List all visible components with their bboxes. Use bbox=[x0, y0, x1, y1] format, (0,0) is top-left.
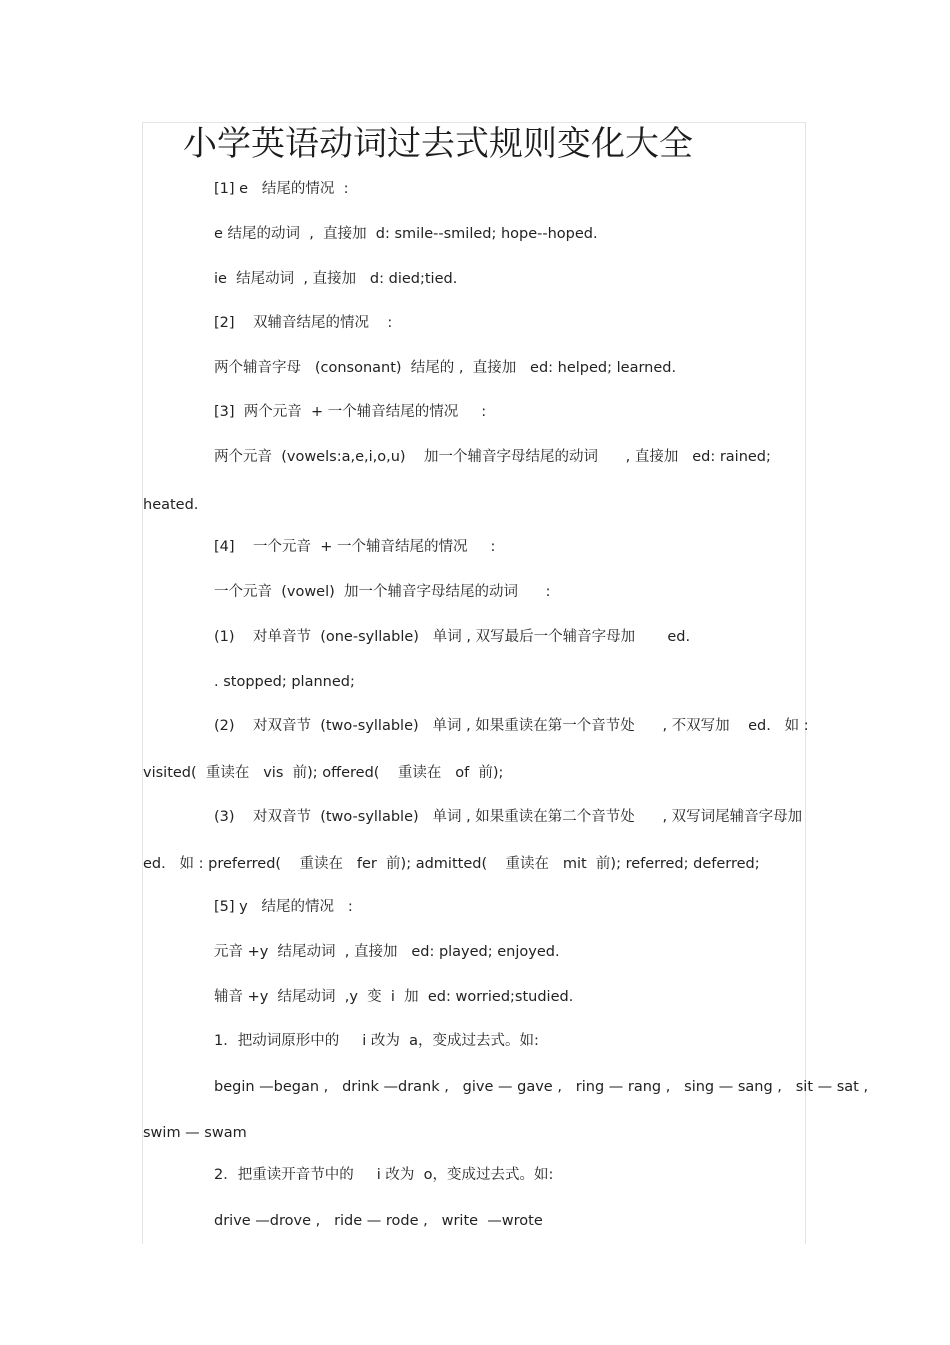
text-line: [5] y 结尾的情况 : bbox=[214, 899, 353, 915]
text-line: [3] 两个元音 + 一个辅音结尾的情况 : bbox=[214, 404, 487, 420]
text-line: . stopped; planned; bbox=[214, 674, 355, 690]
text-line: drive —drove , ride — rode , write —wrote bbox=[214, 1213, 543, 1229]
text-line: 1．把动词原形中的 i 改为 a，变成过去式。如: bbox=[214, 1033, 539, 1049]
text-line: (2) 对双音节 (two-syllable) 单词 , 如果重读在第一个音节处 , 不双写加 ed. 如 : bbox=[214, 718, 809, 734]
text-line: begin —began , drink —drank , give — gave , ring — rang , sing — sang , sit — sat , bbox=[214, 1079, 869, 1095]
text-line: e 结尾的动词 , 直接加 d: smile--smiled; hope--hoped. bbox=[214, 226, 598, 242]
text-line: (3) 对双音节 (two-syllable) 单词 , 如果重读在第二个音节处 , 双写词尾辅音字母加 bbox=[214, 809, 803, 825]
text-line: 两个辅音字母 (consonant) 结尾的 , 直接加 ed: helped; learned. bbox=[214, 360, 677, 376]
text-line: [2] 双辅音结尾的情况 : bbox=[214, 315, 393, 331]
text-line: ed. 如 : preferred( 重读在 fer 前); admitted( 重读在 mit 前); referred; deferred; bbox=[143, 856, 760, 872]
text-line: 辅音 +y 结尾动词 ,y 变 i 加 ed: worried;studied. bbox=[214, 989, 574, 1005]
text-line: 两个元音 (vowels:a,e,i,o,u) 加一个辅音字母结尾的动词 , 直接加 ed: rained; bbox=[214, 449, 771, 465]
text-line: [4] 一个元音 + 一个辅音结尾的情况 : bbox=[214, 539, 496, 555]
text-line: 2．把重读开音节中的 i 改为 o，变成过去式。如: bbox=[214, 1167, 554, 1183]
text-line: visited( 重读在 vis 前); offered( 重读在 of 前); bbox=[143, 765, 504, 781]
text-line: (1) 对单音节 (one-syllable) 单词 , 双写最后一个辅音字母加 ed. bbox=[214, 629, 691, 645]
document-title: 小学英语动词过去式规则变化大全 bbox=[183, 124, 693, 164]
text-line: 一个元音 (vowel) 加一个辅音字母结尾的动词 : bbox=[214, 584, 551, 600]
text-line: swim — swam bbox=[143, 1125, 247, 1141]
text-line: [1] e 结尾的情况 : bbox=[214, 181, 349, 197]
text-line: ie 结尾动词 , 直接加 d: died;tied. bbox=[214, 271, 458, 287]
text-line: 元音 +y 结尾动词 , 直接加 ed: played; enjoyed. bbox=[214, 944, 560, 960]
text-line: heated. bbox=[143, 497, 199, 513]
